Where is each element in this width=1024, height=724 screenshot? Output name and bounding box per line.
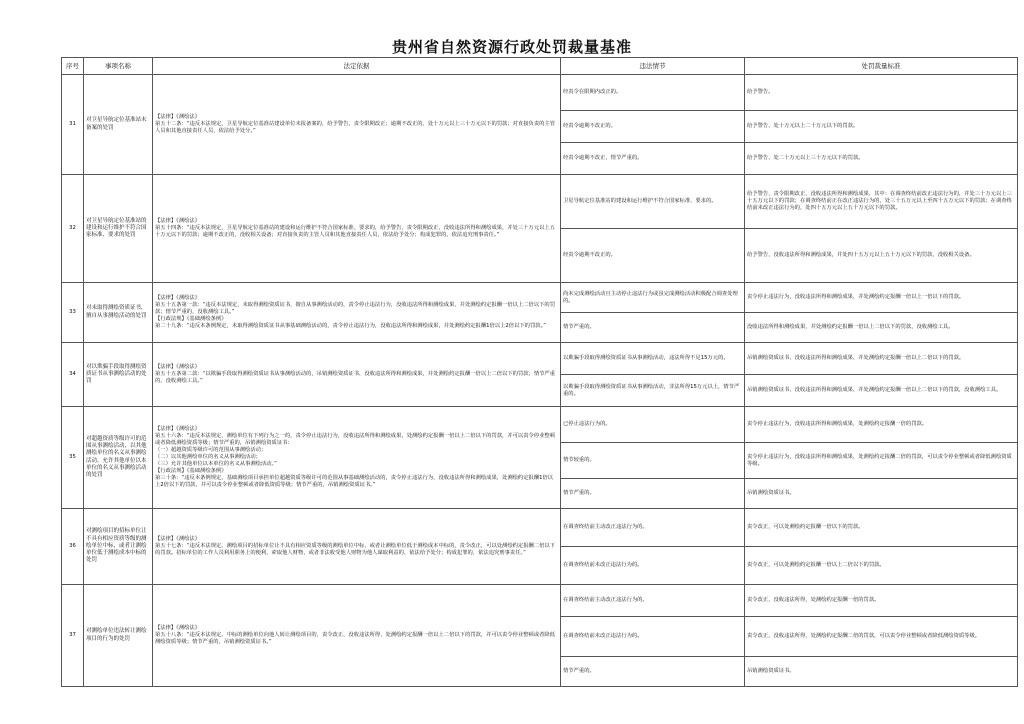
legal-basis-line: 【法律】《测绘法》 bbox=[155, 218, 201, 225]
penalty-standard: 吊销测绘资质证书，没收违法所得和测绘成果，并处测绘约定报酬一倍以上二倍以下的罚款。 bbox=[745, 343, 1018, 375]
table-row bbox=[62, 509, 1018, 547]
item-name: 对测绘项目的招标单位让不具有相应资质等级的测绘单位中标，或者让测绘单位低于测绘成本中标的处罚 bbox=[84, 509, 153, 585]
penalty-standard: 责令改正，没收违法所得，处测绘约定报酬一倍的罚款。 bbox=[745, 585, 1018, 617]
legal-basis-line: 第五十四条：“违反本法规定，卫星导航定位基准站的建设和运行维护不符合国家标准、要求的，给予警告，责令限期改正，没收违法所得和测绘成果，并处三十万元以上五十万元以下的罚款；逾期不改正的，没收相关设备；对直接负责的主管人员和其他直接责任人员，依法给予处分；构成犯罪的，依法追究刑事责任。” bbox=[155, 225, 556, 238]
row-number: 32 bbox=[62, 175, 84, 283]
violation-circumstance: 在调查终结前未改正违法行为的。 bbox=[561, 547, 745, 585]
item-name: 对测绘单位违法转让测绘项目的行为的处罚 bbox=[84, 585, 153, 687]
header-legal-basis: 法定依据 bbox=[153, 58, 561, 75]
violation-circumstance: 经责令逾期不改正，情节严重的。 bbox=[561, 143, 745, 175]
violation-circumstance: 尚未完成测绘活动且主动停止违法行为或虽完成测绘活动积极配合调查处理的。 bbox=[561, 283, 745, 313]
legal-basis-line: 第五十二条：“违反本法规定，卫星导航定位基准站建设单位未报备案的，给予警告，责令限期改正；逾期不改正的，处十万元以上三十万元以下的罚款；对直接负责的主管人员和其他直接责任人员，依法给予处分。” bbox=[155, 121, 556, 134]
legal-basis bbox=[153, 407, 561, 509]
row-number: 35 bbox=[62, 407, 84, 509]
violation-circumstance: 以欺骗手段取得测绘资质证书从事测绘活动，非法所得15万元以上，情节严重的。 bbox=[561, 375, 745, 407]
violation-circumstance: 经责令逾期不改正的。 bbox=[561, 111, 745, 143]
table-header-row bbox=[62, 58, 1018, 75]
header-penalty-standard: 处罚裁量标准 bbox=[745, 58, 1018, 75]
legal-basis-line: 【法律】《测绘法》 bbox=[155, 536, 201, 543]
violation-circumstance: 情节较重的。 bbox=[561, 443, 745, 479]
violation-circumstance: 已停止违法行为的。 bbox=[561, 407, 745, 443]
row-number: 33 bbox=[62, 283, 84, 343]
legal-basis-line: （一）超越资质等级许可的范围从事测绘活动； bbox=[155, 447, 267, 454]
legal-basis-line: 【行政法规】《基础测绘条例》 bbox=[155, 467, 227, 474]
table-row bbox=[62, 407, 1018, 443]
table-row bbox=[62, 283, 1018, 313]
violation-circumstance: 情节严重的。 bbox=[561, 657, 745, 687]
violation-circumstance: 以欺骗手段取得测绘资质证书从事测绘活动，违法所得不足15万元的。 bbox=[561, 343, 745, 375]
violation-circumstance: 经责令逾期不改正的。 bbox=[561, 229, 745, 283]
row-number: 37 bbox=[62, 585, 84, 687]
penalty-standard: 责令改正，可以处测绘约定报酬一倍以上二倍以下的罚款。 bbox=[745, 547, 1018, 585]
violation-circumstance: 卫星导航定位基准站的建设和运行维护不符合国家标准、要求的。 bbox=[561, 175, 745, 229]
penalty-standard: 给予警告，没收违法所得和测绘成果，并处四十五万元以上五十万元以下的罚款，没收相关设备。 bbox=[745, 229, 1018, 283]
header-item-name: 事项名称 bbox=[84, 58, 153, 75]
penalty-standards-table bbox=[61, 57, 1018, 687]
legal-basis-line: 第五十五条第一款：“违反本法规定，未取得测绘资质证书，擅自从事测绘活动的，责令停止违法行为，没收违法所得和测绘成果，并处测绘约定报酬一倍以上二倍以下的罚款；情节严重的，没收测绘工具。” bbox=[155, 302, 556, 315]
legal-basis-line: 【法律】《测绘法》 bbox=[155, 364, 201, 371]
legal-basis-line: 【法律】《测绘法》 bbox=[155, 625, 201, 632]
penalty-standard: 吊销测绘资质证书，没收违法所得和测绘成果，并处测绘约定报酬一倍以上二倍以下的罚款，没收测绘工具。 bbox=[745, 375, 1018, 407]
header-seq: 序号 bbox=[62, 58, 84, 75]
table-row bbox=[62, 75, 1018, 111]
legal-basis bbox=[153, 283, 561, 343]
legal-basis-line: 【法律】《测绘法》 bbox=[155, 295, 201, 302]
penalty-standard: 给予警告，责令限期改正，没收违法所得和测绘成果，其中：在调查终结前改正违法行为的，并处三十万元以上三十五万元以下的罚款；在调查终结前正在改正违法行为的，处三十五万元以上至四十五万元以下的罚款；在调查终结前未改正违法行为的，处四十五万元以上五十万元以下的罚款。 bbox=[745, 175, 1018, 229]
penalty-standard: 给予警告，处十万元以上二十万元以下的罚款。 bbox=[745, 111, 1018, 143]
legal-basis-line: 【法律】《测绘法》 bbox=[155, 426, 201, 433]
penalty-standard: 责令停止违法行为，没收违法所得和测绘成果，处测绘约定报酬二倍的罚款，可以责令停业整顿或者降低测绘资质等级。 bbox=[745, 443, 1018, 479]
penalty-standard: 吊销测绘资质证书。 bbox=[745, 479, 1018, 509]
violation-circumstance: 情节严重的。 bbox=[561, 479, 745, 509]
item-name: 对超越资质等级许可的范围从事测绘活动，以其他测绘单位的名义从事测绘活动，允许其他单位以本单位的名义从事测绘活动的处罚 bbox=[84, 407, 153, 509]
violation-circumstance: 在调查终结前主动改正违法行为的。 bbox=[561, 509, 745, 547]
item-name: 对卫星导航定位基准站未备案的处罚 bbox=[84, 75, 153, 175]
legal-basis-line: （三）允许其他单位以本单位的名义从事测绘活动。” bbox=[155, 460, 277, 467]
penalty-standard: 给予警告，处二十万元以上三十万元以下的罚款。 bbox=[745, 143, 1018, 175]
row-number: 31 bbox=[62, 75, 84, 175]
table-row bbox=[62, 343, 1018, 375]
item-name: 对未取得测绘资质证书，擅自从事测绘活动的处罚 bbox=[84, 283, 153, 343]
penalty-standard: 责令改正，可以处测绘约定报酬一倍以下的罚款。 bbox=[745, 509, 1018, 547]
page-title: 贵州省自然资源行政处罚裁量基准 bbox=[391, 38, 632, 56]
violation-circumstance: 在调查终结前未改正违法行为的。 bbox=[561, 617, 745, 657]
violation-circumstance: 经责令在限期内改正的。 bbox=[561, 75, 745, 111]
table-body bbox=[62, 75, 1018, 687]
penalty-standard: 责令停止违法行为，没收违法所得和测绘成果，并处测绘约定报酬一倍以上一倍以下的罚款。 bbox=[745, 283, 1018, 313]
legal-basis-line: 第五十七条：“违反本法规定，测绘项目的招标单位让不具有相应资质等级的测绘单位中标，或者让测绘单位低于测绘成本中标的，责令改正，可以处测绘约定报酬二倍以下的罚款。招标单位的工作人员利用职务上的便利，索取他人财物，或者非法收受他人财物为他人谋取利益的，依法给予处分；构成犯罪的，依法追究刑事责任。” bbox=[155, 543, 556, 556]
legal-basis-line: 第三十条：“违反本条例规定，基础测绘项目承担单位超越资质等级许可的范围从事基础测绘活动的，责令停止违法行为，没收违法所得和测绘成果，处测绘约定报酬1倍以上2倍以下的罚款，并可以责令停业整顿或者降低资质等级；情节严重的，吊销测绘资质证书。” bbox=[155, 474, 554, 488]
item-name: 对卫星导航定位基准站的建设和运行维护不符合国家标准、要求的处罚 bbox=[84, 175, 153, 283]
header-violation-circumstance: 违法情节 bbox=[561, 58, 745, 75]
penalty-standard: 给予警告。 bbox=[745, 75, 1018, 111]
item-name: 对以欺骗手段取得测绘资质证书从事测绘活动的处罚 bbox=[84, 343, 153, 407]
row-number: 34 bbox=[62, 343, 84, 407]
table-row bbox=[62, 175, 1018, 229]
legal-basis bbox=[153, 343, 561, 407]
legal-basis-line: 第二十九条：“违反本条例规定，未取得测绘资质证书从事基础测绘活动的，责令停止违法行为，没收违法所得和测绘成果，并处测绘约定报酬1倍以上2倍以下的罚款。” bbox=[155, 322, 546, 329]
legal-basis bbox=[153, 175, 561, 283]
legal-basis bbox=[153, 75, 561, 175]
table-row bbox=[62, 585, 1018, 617]
legal-basis bbox=[153, 585, 561, 687]
violation-circumstance: 情节严重的。 bbox=[561, 313, 745, 343]
legal-basis bbox=[153, 509, 561, 585]
legal-basis-line: （二）以其他测绘单位的名义从事测绘活动； bbox=[155, 454, 261, 460]
violation-circumstance: 在调查终结前主动改正违法行为的。 bbox=[561, 585, 745, 617]
penalty-standard: 责令停止违法行为，没收违法所得和测绘成果，处测绘约定报酬一倍的罚款。 bbox=[745, 407, 1018, 443]
legal-basis-line: 第五十八条：“违反本法规定，中标的测绘单位向他人转让测绘项目的，责令改正，没收违法所得，处测绘约定报酬一倍以上二倍以下的罚款，并可以责令停业整顿或者降低测绘资质等级；情节严重的，吊销测绘资质证书。” bbox=[155, 632, 556, 645]
legal-basis-line: 【法律】《测绘法》 bbox=[155, 114, 201, 121]
legal-basis-line: 【行政法规】《基础测绘条例》 bbox=[155, 315, 227, 322]
penalty-standard: 吊销测绘资质证书。 bbox=[745, 657, 1018, 687]
row-number: 36 bbox=[62, 509, 84, 585]
legal-basis-line: 第五十六条：“违反本法规定，测绘单位有下列行为之一的，责令停止违法行为，没收违法所得和测绘成果，处测绘约定报酬一倍以上二倍以下的罚款，并可以责令停业整顿或者降低测绘资质等级；情节严重的，吊销测绘资质证书： bbox=[155, 433, 556, 447]
penalty-standard: 没收违法所得和测绘成果，并处测绘约定报酬一倍以上二倍以下的罚款，没收测绘工具。 bbox=[745, 313, 1018, 343]
penalty-standard: 责令改正，没收违法所得，处测绘约定报酬二倍的罚款，可以责令停业整顿或者降低测绘资质等级。 bbox=[745, 617, 1018, 657]
legal-basis-line: 第五十五条第二款：“以欺骗手段取得测绘资质证书从事测绘活动的，吊销测绘资质证书，没收违法所得和测绘成果，并处测绘约定报酬一倍以上二倍以下的罚款；情节严重的，没收测绘工具。” bbox=[155, 371, 556, 384]
